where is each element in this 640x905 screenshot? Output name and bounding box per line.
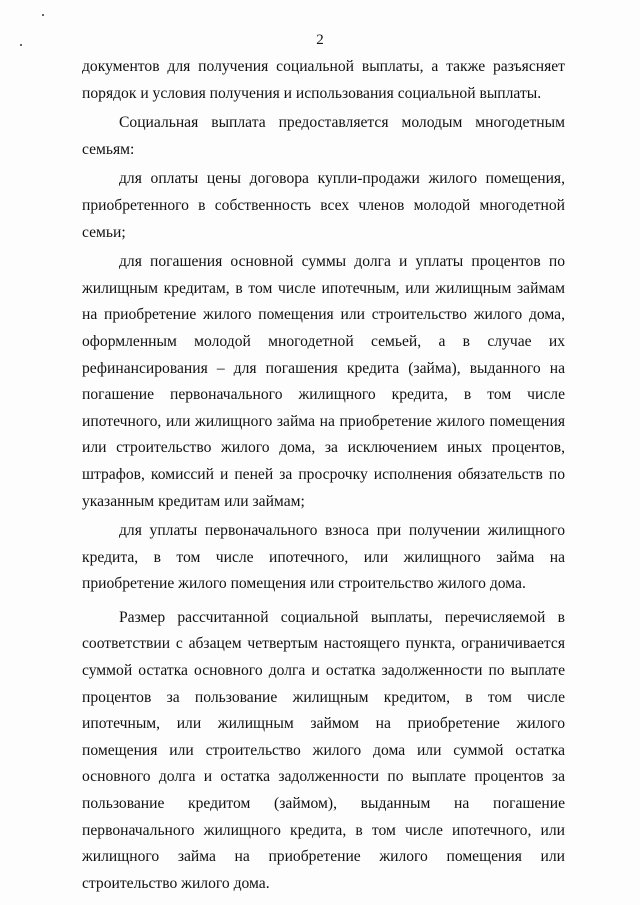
paragraph-loan-repayment: для погашения основной суммы долга и уплаты процентов по жилищным кредитам, в том числе ипотечным, или жилищным займам на приобретение жилого помещения или строительство жилого дома, оформленным молодой многодетной семьей, а в случае их рефинансирования – для погашения кредита (займа), выданного на погашение первоначального жилищного кредита, в том числе ипотечного, или жилищного займа на приобретение жилого помещения или строительство жилого дома, за исключением иных процентов, штрафов, комиссий и пеней за просрочку исполнения обязательств по указанным кредитам или займам;	[82, 253, 565, 510]
page-number: 2	[316, 32, 324, 48]
paragraph-payment-size: Размер рассчитанной социальной выплаты, перечисляемой в соответствии с абзацем четвертым настоящего пункта, ограничивается суммой остатка основного долга и остатка задолженности по выплате процентов за пользование жилищным кредитом, в том числе ипотечным, или жилищным займом на приобретение жилого помещения или строительство жилого дома или суммой остатка основного долга и остатка задолженности по выплате процентов за пользование кредитом (займом), выданным на погашение первоначального жилищного кредита, в том числе ипотечного, или жилищного займа на приобретение жилого помещения или строительство жилого дома.	[82, 608, 565, 892]
paragraph-continuation: документов для получения социальной выплаты, а также разъясняет порядок и условия получения и использования социальной выплаты.	[82, 58, 565, 102]
scan-speck	[42, 14, 44, 16]
paragraph-purchase-price: для оплаты цены договора купли-продажи жилого помещения, приобретенного в собственность всех членов молодой многодетной семьи;	[82, 170, 565, 241]
paragraph-social-payment-intro: Социальная выплата предоставляется молодым многодетным семьям:	[82, 114, 565, 158]
paragraph-down-payment: для уплаты первоначального взноса при получении жилищного кредита, в том числе ипотечного, или жилищного займа на приобретение жилого помещения или строительство жилого дома.	[82, 522, 565, 593]
document-body	[82, 54, 565, 897]
